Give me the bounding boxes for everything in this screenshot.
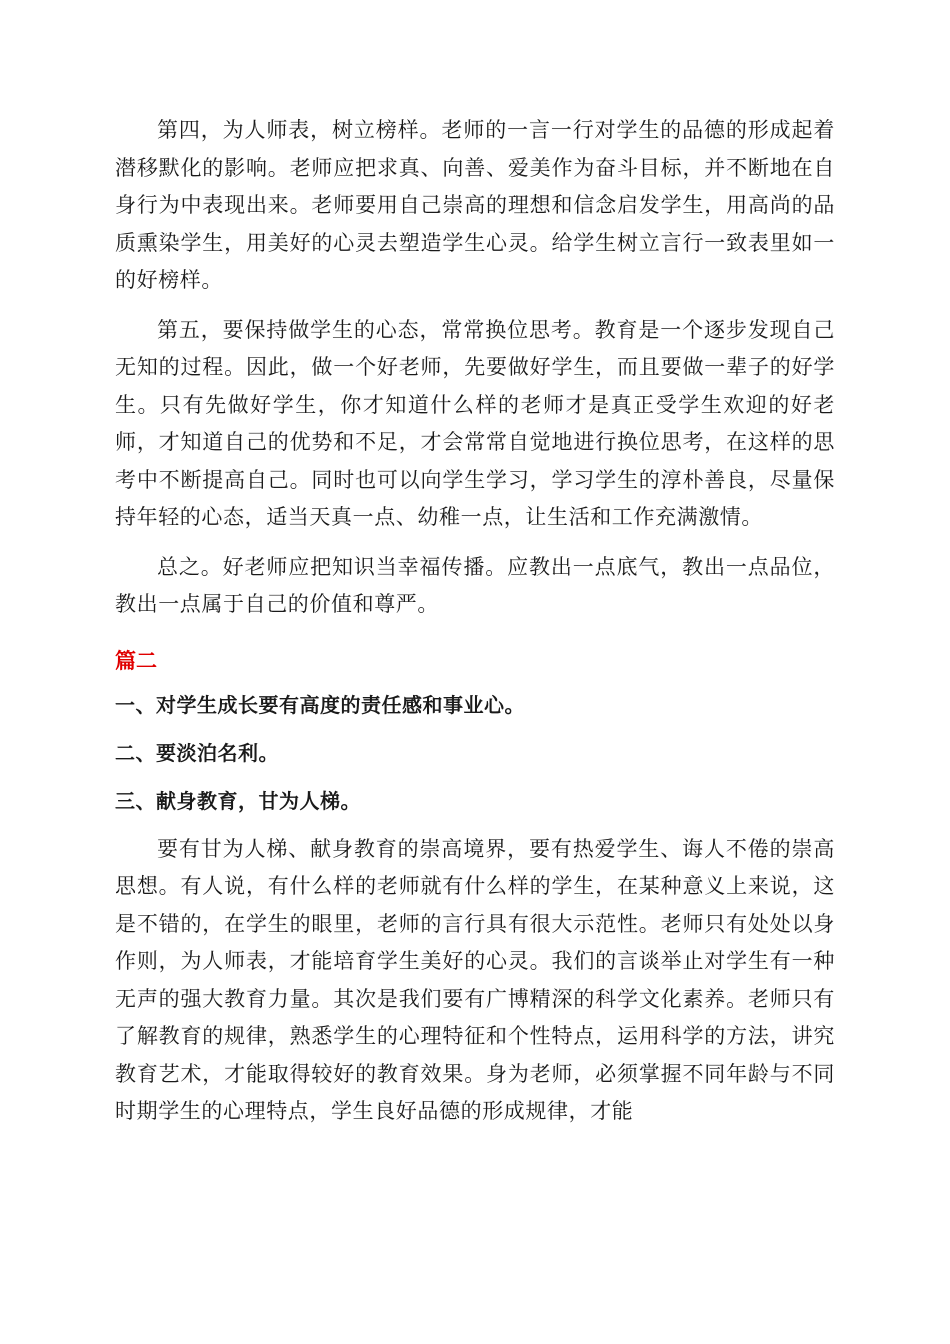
heading-two: 二、要淡泊名利。 xyxy=(115,740,279,765)
document-page xyxy=(115,112,835,1131)
section-title: 篇二 xyxy=(115,648,157,673)
paragraph-fourth: 第四，为人师表，树立榜样。老师的一言一行对学生的品德的形成起着潜移默化的影响。老师应把求真、向善、爱美作为奋斗目标，并不断地在自身行为中表现出来。老师要用自己崇高的理想和信念启发学生，用高尚的品质熏染学生，用美好的心灵去塑造学生心灵。给学生树立言行一致表里如一的好榜样。 xyxy=(115,118,835,292)
heading-three: 三、献身教育，甘为人梯。 xyxy=(115,788,361,813)
paragraph-dedication: 要有甘为人梯、献身教育的崇高境界，要有热爱学生、诲人不倦的崇高思想。有人说，有什么样的老师就有什么样的学生，在某种意义上来说，这是不错的，在学生的眼里，老师的言行具有很大示范性。老师只有处处以身作则，为人师表，才能培育学生美好的心灵。我们的言谈举止对学生有一种无声的强大教育力量。其次是我们要有广博精深的科学文化素养。老师只有了解教育的规律，熟悉学生的心理特征和个性特点，运用科学的方法，讲究教育艺术，才能取得较好的教育效果。身为老师，必须掌握不同年龄与不同时期学生的心理特点，学生良好品德的形成规律，才能 xyxy=(115,836,835,1123)
heading-one: 一、对学生成长要有高度的责任感和事业心。 xyxy=(115,692,525,717)
paragraph-fifth: 第五，要保持做学生的心态，常常换位思考。教育是一个逐步发现自己无知的过程。因此，做一个好老师，先要做好学生，而且要做一辈子的好学生。只有先做好学生，你才知道什么样的老师才是真正受学生欢迎的好老师，才知道自己的优势和不足，才会常常自觉地进行换位思考，在这样的思考中不断提高自己。同时也可以向学生学习，学习学生的淳朴善良，尽量保持年轻的心态，适当天真一点、幼稚一点，让生活和工作充满激情。 xyxy=(115,317,835,529)
paragraph-summary: 总之。好老师应把知识当幸福传播。应教出一点底气，教出一点品位，教出一点属于自己的价值和尊严。 xyxy=(115,554,835,616)
